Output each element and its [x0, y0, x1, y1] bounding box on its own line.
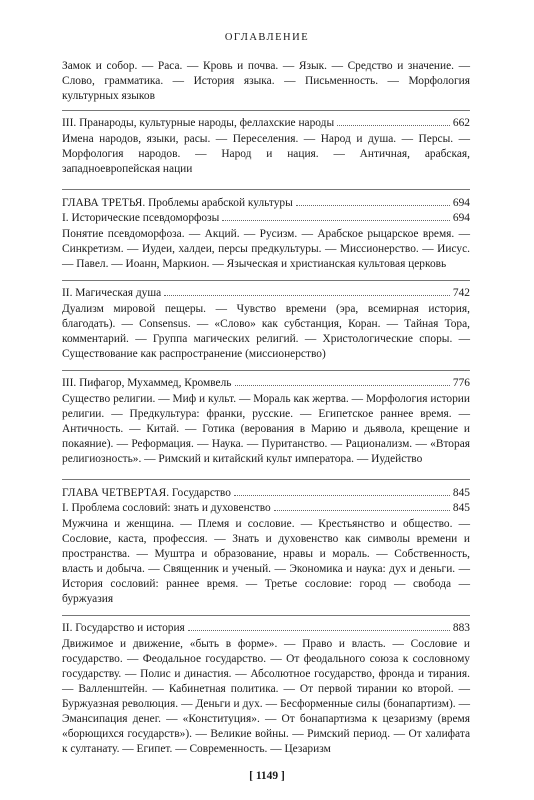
entry-title: II. Магическая душа	[62, 287, 162, 299]
entry-title: II. Государство и история	[62, 622, 185, 634]
leader-dots	[235, 385, 450, 386]
toc-chapter[interactable]	[62, 196, 470, 211]
toc-entry[interactable]	[62, 211, 470, 226]
entry-title: I. Исторические псевдоморфозы	[62, 212, 220, 224]
toc-entry[interactable]	[62, 621, 470, 636]
leader-dots	[274, 510, 450, 511]
entry-page: 845	[452, 502, 470, 514]
section-description: Движимое и движение, «быть в форме». — Право и власть. — Сословие и государство. — Феодальное государство. — От феодального союза к сословному государству. — Полис и династия. — Абсолютное государство, фронда и тирания. — Валленштейн. — Кабинетная политика. — От первой тирании ко второй. — Буржуазная революция. — Деньги и дух. — Бесформенные силы (бонапартизм). — Эмансипация денег. — «Конституция». — От бонапартизма к цезаризму (время «борющихся государств»). — Великие войны. — Римский период. — От халифата к султанату. — Египет. — Современность. — Цезаризм	[62, 638, 470, 755]
toc-chapter[interactable]	[62, 486, 470, 501]
leader-dots	[337, 125, 450, 126]
section-description: Мужчина и женщина. — Племя и сословие. — Крестьянство и общество. — Сословие, каста, профессия. — Знать и духовенство как символы времени и пространства. — Муштра и образование, нравы и мораль. — Собственность, власть и добыча. — Священник и ученый. — Экономика и наука: дух и деньги. — История сословий: раннее время. — Третье сословие: город — свобода — буржуазия	[62, 518, 470, 605]
section-description: Дуализм мировой пещеры. — Чувство времени (эра, всемирная история, благодать). — Consensus. — «Слово» как субстанция, Коран. — Тайная Тора, комментарий. — Группа магических религий. — Христологические споры. — Существование как распространение (миссионерство)	[62, 303, 470, 360]
leader-dots	[234, 495, 450, 496]
toc-entry[interactable]	[62, 376, 470, 391]
entry-page: 883	[452, 622, 470, 634]
leader-dots	[164, 295, 450, 296]
entry-page: 694	[452, 212, 470, 224]
section-description: Замок и собор. — Раса. — Кровь и почва. — Язык. — Средство и значение. — Слово, грамматика. — История языка. — Письменность. — Морфология культурных языков	[62, 60, 470, 102]
section-description: Имена народов, языки, расы. — Переселения. — Народ и душа. — Персы. — Морфология народов. — Народ и нация. — Античная, арабская, западноевропейская нации	[62, 133, 470, 175]
running-header: ОГЛАВЛЕНИЕ	[224, 32, 310, 43]
chapter-page: 845	[452, 487, 470, 499]
leader-dots	[296, 205, 450, 206]
leader-dots	[188, 630, 450, 631]
chapter-title: ГЛАВА ЧЕТВЕРТАЯ. Государство	[62, 487, 231, 499]
toc-entry[interactable]	[62, 116, 470, 131]
toc-entry[interactable]	[62, 501, 470, 516]
chapter-page: 694	[452, 197, 470, 209]
toc-content	[62, 58, 470, 757]
section-description: Существо религии. — Миф и культ. — Мораль как жертва. — Морфология истории религии. — Предкультура: франки, русские. — Египетское раннее время. — Античность. — Китай. — Готика (верования в Марию и дьявола, крещение и покаяние). — Реформация. — Наука. — Пуританство. — Рационализм. — «Вторая религиозность». — Римский и китайский культ императора. — Иудейство	[62, 393, 470, 465]
section-description: Понятие псевдоморфоза. — Акций. — Русизм. — Арабское рыцарское время. — Синкретизм. — Иудеи, халдеи, персы предкультуры. — Миссионерство. — Иисус. — Павел. — Иоанн, Маркион. — Языческая и христианская культовая церковь	[62, 228, 470, 270]
chapter-title: ГЛАВА ТРЕТЬЯ. Проблемы арабской культуры	[62, 197, 293, 209]
entry-page: 776	[452, 377, 470, 389]
leader-dots	[222, 220, 450, 221]
entry-title: III. Пифагор, Мухаммед, Кромвель	[62, 377, 232, 389]
toc-entry[interactable]	[62, 286, 470, 301]
page-number: [ 1149 ]	[249, 770, 285, 782]
entry-title: III. Пранароды, культурные народы, феллахские народы	[62, 117, 335, 129]
entry-page: 662	[452, 117, 470, 129]
entry-page: 742	[452, 287, 470, 299]
entry-title: I. Проблема сословий: знать и духовенство	[62, 502, 271, 514]
